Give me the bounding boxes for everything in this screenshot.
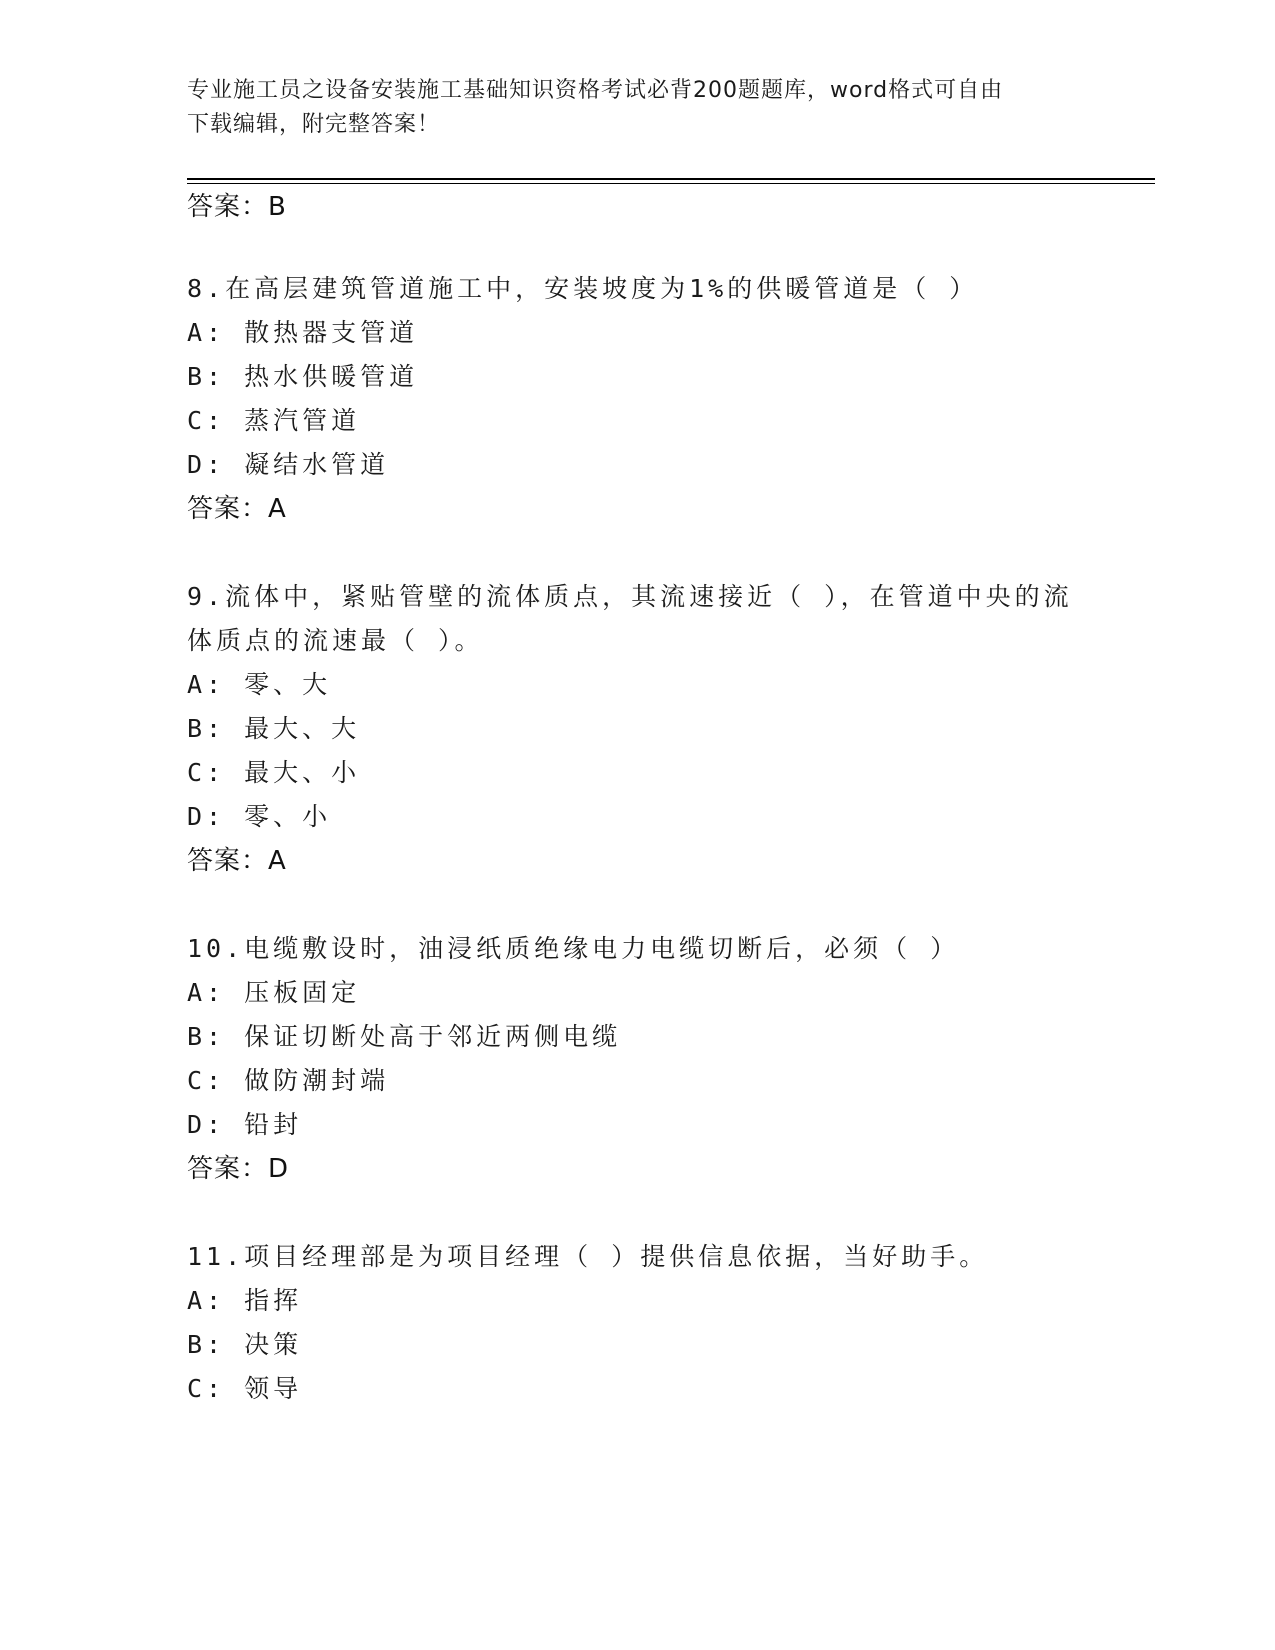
question-8: 8.在高层建筑管道施工中，安装坡度为1%的供暖管道是（ ）	[187, 274, 979, 303]
question-8-option-a: A: 散热器支管道	[187, 318, 419, 347]
question-9-option-b: B: 最大、大	[187, 714, 361, 743]
answer-9: 答案：A	[187, 846, 287, 876]
question-8-option-c: C: 蒸汽管道	[187, 406, 361, 435]
question-10-option-d: D: 铅封	[187, 1110, 303, 1139]
question-11: 11.项目经理部是为项目经理（ ）提供信息依据，当好助手。	[187, 1242, 989, 1271]
header-line-2: 下载编辑，附完整答案！	[187, 112, 441, 137]
question-10-option-a: A: 压板固定	[187, 978, 361, 1007]
answer-previous: 答案：B	[187, 192, 287, 222]
question-10-option-c: C: 做防潮封端	[187, 1066, 390, 1095]
header-rule-thick	[187, 178, 1155, 180]
question-9-option-a: A: 零、大	[187, 670, 332, 699]
question-11-option-b: B: 决策	[187, 1330, 303, 1359]
answer-8: 答案：A	[187, 494, 287, 524]
question-8-option-b: B: 热水供暖管道	[187, 362, 419, 391]
header-line-1: 专业施工员之设备安装施工基础知识资格考试必背200题题库，word格式可自由	[187, 78, 1004, 103]
document-header	[187, 74, 1067, 142]
question-9-option-c: C: 最大、小	[187, 758, 361, 787]
header-rule-thin	[187, 183, 1155, 184]
question-11-option-a: A: 指挥	[187, 1286, 303, 1315]
question-10: 10.电缆敷设时，油浸纸质绝缘电力电缆切断后，必须（ ）	[187, 934, 960, 963]
question-10-option-b: B: 保证切断处高于邻近两侧电缆	[187, 1022, 622, 1051]
question-11-option-c: C: 领导	[187, 1374, 303, 1403]
answer-10: 答案：D	[187, 1154, 290, 1184]
question-8-option-d: D: 凝结水管道	[187, 450, 390, 479]
question-9-line-2: 体质点的流速最（ ）。	[187, 626, 484, 655]
question-9-option-d: D: 零、小	[187, 802, 332, 831]
question-9-line-1: 9.流体中，紧贴管壁的流体质点，其流速接近（ ），在管道中央的流	[187, 582, 1073, 611]
